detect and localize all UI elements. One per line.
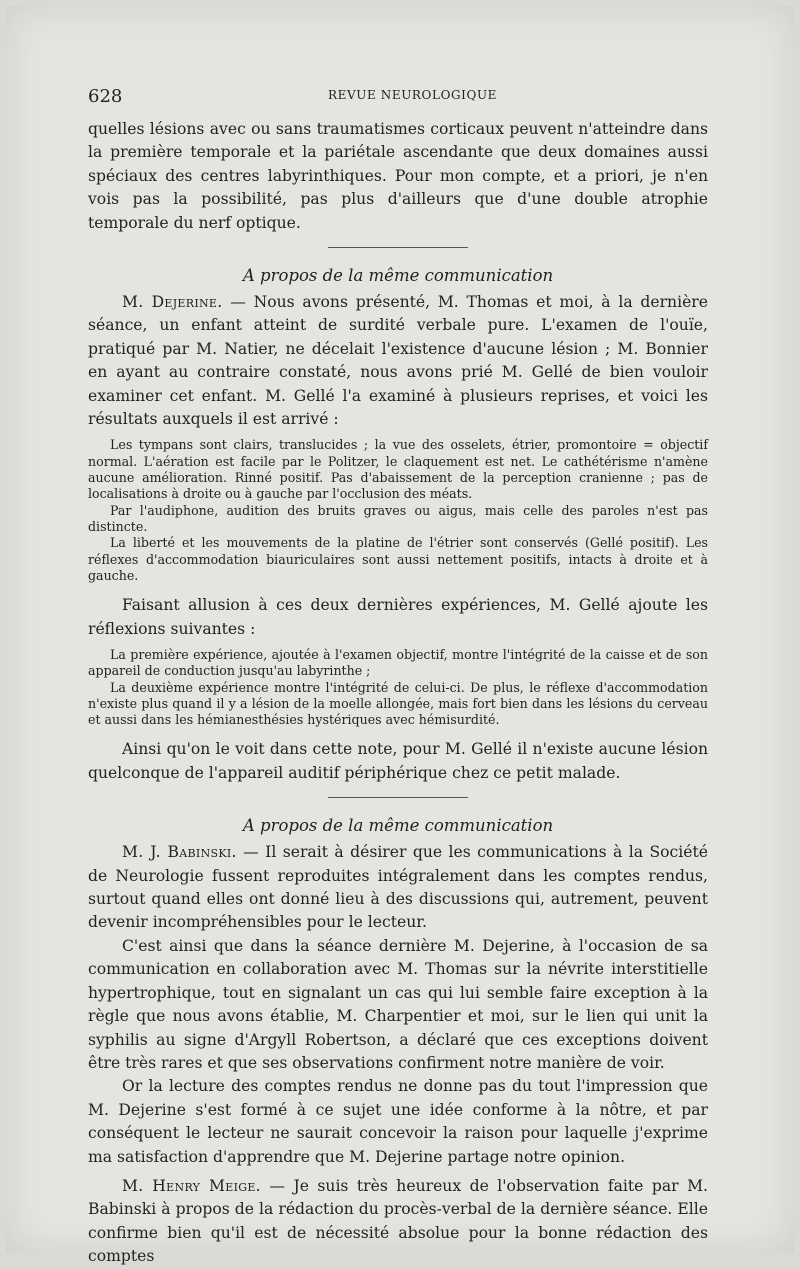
- meige-paragraph: [88, 1175, 708, 1269]
- speaker-meige: M. Henry Meige.: [122, 1176, 261, 1195]
- text-column: [88, 86, 708, 1269]
- running-head: [88, 86, 708, 108]
- reflection-paragraph: La deuxième expérience montre l'intégrité de celui-ci. De plus, le réflexe d'accommodation n'existe plus quand il y a lésion de la moelle allongée, mais fort bien dans les lésions du cerveau et aussi dans les hémianesthésies hystériques avec hémisurdité.: [88, 679, 708, 728]
- speaker-dejerine: M. Dejerine.: [122, 293, 223, 312]
- reflection-paragraph: La première expérience, ajoutée à l'examen objectif, montre l'intégrité de la caisse et de son appareil de conduction jusqu'au labyrinthe ;: [88, 646, 708, 679]
- dejerine-paragraph: [88, 291, 708, 431]
- section-title-1: A propos de la même communication: [242, 266, 554, 286]
- intro-paragraph: quelles lésions avec ou sans traumatismes corticaux peuvent n'atteindre dans la première temporale et la pariétale ascendante que deux domaines aussi spéciaux des centres labyrinthiques. Pour mon compte, et a priori, je n'en vois pas la possibilité, pas plus d'ailleurs que d'une double atrophie temporale du nerf optique.: [88, 120, 708, 232]
- section-title-2: A propos de la même communication: [242, 816, 554, 836]
- gelle-intro-paragraph: Faisant allusion à ces deux dernières expériences, M. Gellé ajoute les réflexions suivantes :: [88, 596, 708, 638]
- babinski-paragraph-2: C'est ainsi que dans la séance dernière M. Dejerine, à l'occasion de sa communication en collaboration avec M. Thomas sur la névrite interstitielle hypertrophique, tout en signalant un cas qui lui semble faire exception à la règle que nous avons établie, M. Charpentier et moi, sur le lien qui unit la syphilis au signe d'Argyll Robertson, a déclaré que ces exceptions doivent être très rares et que ses observations confirment notre manière de voir.: [88, 936, 708, 1072]
- finding-paragraph: Par l'audiphone, audition des bruits graves ou aigus, mais celle des paroles n'est pas distincte.: [88, 502, 708, 534]
- babinski-text: — Il serait à désirer que les communications à la Société de Neurologie fussent reproduites intégralement dans les comptes rendus, surtout quand elles ont donné lieu à des discussions qui, autrement, peuvent devenir incompréhensibles pour le lecteur.: [88, 843, 708, 932]
- journal-title: REVUE NEUROLOGIQUE: [328, 88, 498, 102]
- babinski-paragraph: [88, 841, 708, 935]
- scanned-page: [6, 6, 794, 1266]
- conclusion-paragraph: Ainsi qu'on le voit dans cette note, pour M. Gellé il n'existe aucune lésion quelconque de l'appareil auditif périphérique chez ce petit malade.: [88, 740, 708, 782]
- meige-text: — Je suis très heureux de l'observation faite par M. Babinski à propos de la rédaction du procès-verbal de la dernière séance. Elle confirme bien qu'il est de nécessité absolue pour la bonne rédaction des comptes: [88, 1176, 708, 1266]
- page-number: 628: [88, 86, 123, 107]
- dejerine-text: — Nous avons présenté, M. Thomas et moi, à la dernière séance, un enfant atteint de surdité verbale pure. L'examen de l'ouïe, pratiqué par M. Natier, ne décelait l'existence d'aucune lésion ; M. Bonnier en ayant au contraire constaté, nous avons prié M. Gellé de bien vouloir examiner cet enfant. M. Gellé l'a examiné à plusieurs reprises, et voici les résultats auxquels il est arrivé :: [88, 293, 708, 429]
- finding-paragraph: Les tympans sont clairs, translucides ; la vue des osselets, étrier, promontoire = objectif normal. L'aération est facile par le Politzer, le claquement est net. Le cathétérisme n'amène aucune amélioration. Rinné positif. Pas d'abaissement de la perception cranienne ; pas de localisations à droite ou à gauche par l'occlusion des méats.: [88, 437, 708, 502]
- finding-paragraph: La liberté et les mouvements de la platine de l'étrier sont conservés (Gellé positif). Les réflexes d'accommodation biauriculaires sont aussi nettement positifs, intacts à droite et à gauche.: [88, 535, 708, 583]
- babinski-paragraph-3: Or la lecture des comptes rendus ne donne pas du tout l'impression que M. Dejerine s'est formé à ce sujet une idée conforme à la nôtre, et par conséquent le lecteur ne saurait concevoir la raison pour laquelle j'exprime ma satisfaction d'apprendre que M. Dejerine partage notre opinion.: [88, 1077, 708, 1166]
- section-divider: [328, 247, 468, 248]
- speaker-babinski: M. J. Babinski.: [122, 843, 237, 862]
- section-divider: [328, 797, 468, 798]
